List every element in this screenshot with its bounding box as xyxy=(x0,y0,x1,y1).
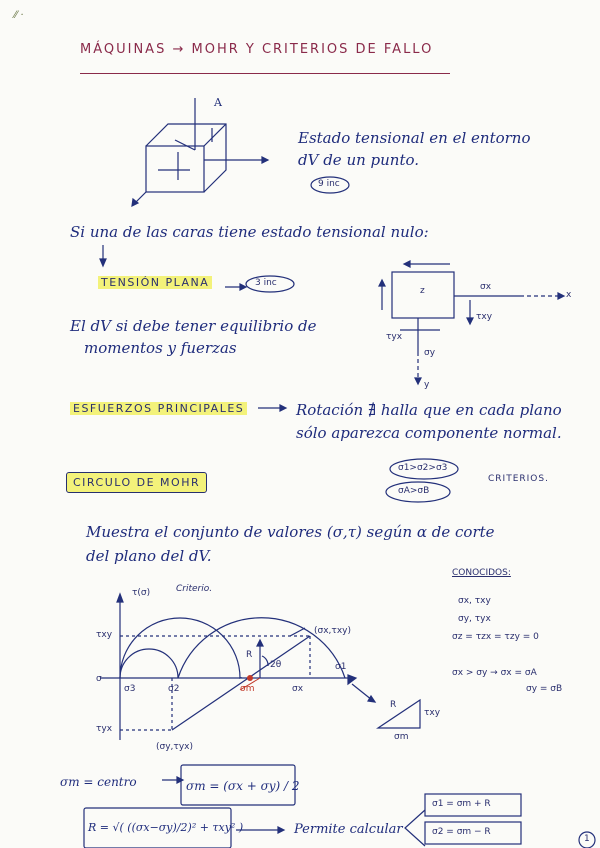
diagram-sig1: σ1 xyxy=(335,662,347,672)
conocidos-2: σy, τyx xyxy=(458,614,491,624)
diagram-txy: τxy xyxy=(96,630,113,640)
sigma1-formula: σ1 = σm + R xyxy=(432,799,491,809)
centro-label: σm = centro xyxy=(60,775,137,789)
conocidos-5: σy = σB xyxy=(526,684,563,694)
diagram-sm: σm xyxy=(240,684,255,694)
diagram-sig2: σ2 xyxy=(168,684,180,694)
mohr-shows-1: Muestra el conjunto de valores (σ,τ) según α de corte xyxy=(86,523,495,541)
equilibrium-text-2: momentos y fuerzas xyxy=(84,339,237,357)
sigma2-formula: σ2 = σm − R xyxy=(432,827,491,837)
mohr-shows-2: del plano del dV. xyxy=(86,547,212,565)
label-z: z xyxy=(420,286,425,296)
permite-label: Permite calcular xyxy=(294,822,403,837)
diagram-2theta: 2θ xyxy=(270,660,282,670)
diagram-sig3: σ3 xyxy=(124,684,136,694)
mohr-diagram xyxy=(100,594,420,740)
conocidos-4: σx > σy → σx = σA xyxy=(452,668,537,678)
page-number: 1 xyxy=(584,834,590,844)
label-tyx: τyx xyxy=(386,332,403,342)
mohr-circle-box: CIRCULO DE MOHR xyxy=(66,472,207,493)
label-sx: σx xyxy=(480,282,492,292)
conocidos-header: CONOCIDOS: xyxy=(452,568,511,578)
label-sy: σy xyxy=(424,348,436,358)
corner-mark: ⁄⁄ · xyxy=(14,10,24,21)
diagram-sigma-axis: σ xyxy=(96,674,102,684)
block1-count: 9 inc xyxy=(318,179,340,189)
page-title: MÁQUINAS → MOHR Y CRITERIOS DE FALLO xyxy=(80,42,434,57)
label-y: y xyxy=(424,380,430,390)
conocidos-3: σz = τzx = τzy = 0 xyxy=(452,632,539,642)
plane-stress-element xyxy=(379,261,564,384)
order-principal: σ1>σ2>σ3 xyxy=(398,463,448,473)
block1-text-1: Estado tensional en el entorno xyxy=(298,129,531,147)
order-ab: σA>σB xyxy=(398,486,430,496)
tau-axis-label: τ(σ) xyxy=(132,588,151,598)
diagram-point-2: (σy,τyx) xyxy=(156,742,193,752)
equilibrium-text-1: El dV si debe tener equilibrio de xyxy=(70,317,317,335)
criterio-label: Criterio. xyxy=(176,584,213,594)
conocidos-1: σx, τxy xyxy=(458,596,491,606)
principal-stress-label: ESFUERZOS PRINCIPALES xyxy=(70,402,247,415)
block1-text-2: dV de un punto. xyxy=(298,151,420,169)
label-txy: τxy xyxy=(476,312,493,322)
diagram-point-1: (σx,τxy) xyxy=(314,626,351,636)
null-face-bullet: Si una de las caras tiene estado tensional nulo: xyxy=(70,223,429,241)
triangle-R: R xyxy=(390,700,397,710)
principal-desc-1: Rotación ∄ halla que en cada plano xyxy=(296,401,562,419)
diagram-sx: σx xyxy=(292,684,304,694)
label-x: x xyxy=(566,290,572,300)
R-formula: R = √( ((σx−σy)/2)² + τxy² ) xyxy=(88,821,244,834)
stress-cube xyxy=(132,98,268,206)
principal-desc-2: sólo aparezca componente normal. xyxy=(296,424,562,442)
plane-stress-count: 3 inc xyxy=(255,278,277,288)
sm-formula: σm = (σx + σy) / 2 xyxy=(186,779,300,793)
plane-stress-label: TENSIÓN PLANA xyxy=(98,276,212,289)
triangle-base: σm xyxy=(394,732,409,742)
axis-label-a: A xyxy=(214,96,222,109)
diagram-R: R xyxy=(246,650,253,660)
diagram-tyx: τyx xyxy=(96,724,113,734)
triangle-txy: τxy xyxy=(424,708,441,718)
criterios-label: CRITERIOS. xyxy=(488,474,549,484)
